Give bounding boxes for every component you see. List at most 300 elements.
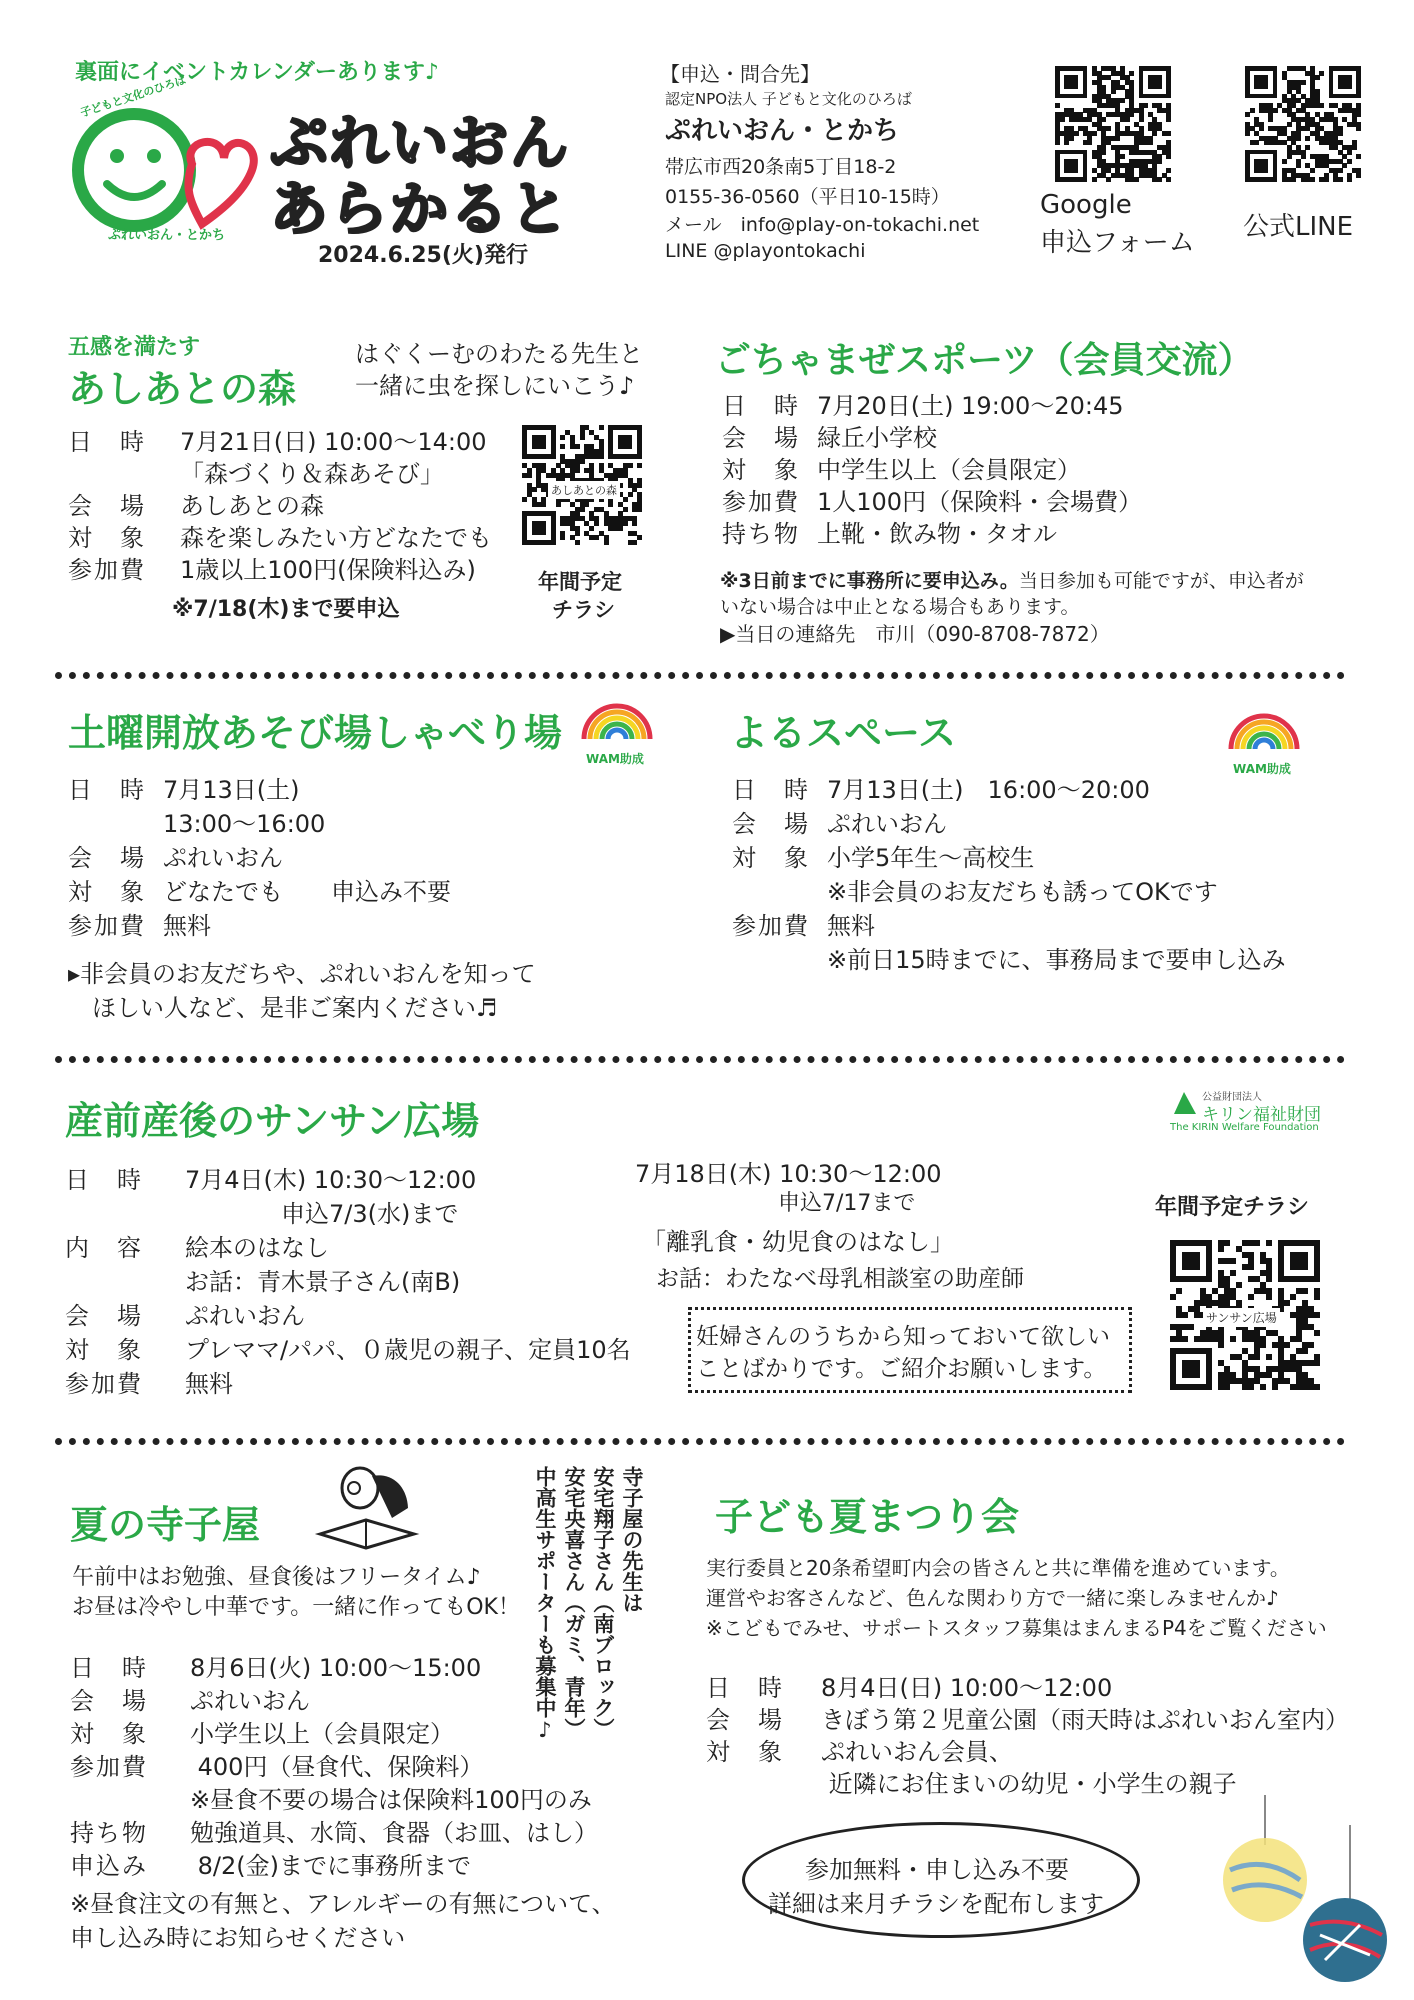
ashiato-desc-1: はぐくーむのわたる先生と	[355, 340, 643, 368]
matsuri-intro-3: ※こどもでみせ、サポートスタッフ募集はまんまるP4をご覧ください	[706, 1616, 1327, 1640]
saturday-row-value: 7月13日(土)	[163, 776, 300, 804]
sansan-title: 産前産後のサンサン広場	[65, 1099, 480, 1143]
qr-module	[556, 502, 561, 507]
sansan-row-label: 日 時	[65, 1166, 143, 1194]
gocha-row	[722, 514, 1057, 549]
qr-module	[1268, 117, 1273, 122]
qr-module	[541, 502, 546, 507]
terakoya-row-label: 持ち物	[70, 1819, 148, 1847]
qr-module	[1296, 136, 1301, 141]
vertical-line-3: 安宅央喜さん（ガミ、青年）	[562, 1466, 586, 1739]
qr-module	[1170, 1294, 1176, 1300]
contact-mail[interactable]: メール info@play-on-tokachi.net	[665, 214, 980, 236]
sansan-row-value: 無料	[185, 1370, 233, 1398]
qr-module	[1106, 177, 1111, 182]
terakoya-row-value: 400円（昼食代、保険料）	[190, 1753, 484, 1781]
matsuri-title: 子ども夏まつり会	[715, 1495, 1020, 1539]
qr-module	[1157, 177, 1162, 182]
qr-module	[628, 492, 633, 497]
terakoya-row	[70, 1714, 454, 1749]
qr-module	[575, 531, 580, 536]
sansan-row-label: 会 場	[65, 1302, 143, 1330]
qr-module	[527, 473, 532, 478]
terakoya-row-value: 8/2(金)までに事務所まで	[190, 1852, 471, 1880]
qr-module	[1230, 1258, 1236, 1264]
qr-module	[1166, 117, 1171, 122]
ashiato-desc-2: 一緒に虫を探しにいこう♪	[355, 372, 635, 400]
qr-module	[1315, 75, 1320, 80]
qr-finder	[1064, 75, 1078, 89]
qr-module	[618, 526, 623, 531]
ashiato-row-label: 参加費	[68, 556, 146, 584]
qr-module	[1302, 1348, 1308, 1354]
vertical-line-2: 安宅翔子さん（南ブロック）	[591, 1466, 615, 1739]
qr-module	[580, 435, 585, 440]
qr-module	[637, 535, 642, 540]
gocha-row-label: 参加費	[722, 488, 800, 516]
kirin-small: 公益財団法人	[1202, 1092, 1262, 1103]
saturday-row-label: 会 場	[68, 844, 146, 872]
gocha-row-label: 対 象	[722, 456, 800, 484]
terakoya-row-label: 日 時	[70, 1654, 148, 1682]
qr-module	[1139, 117, 1144, 122]
qr-module	[637, 483, 642, 488]
sansan-row	[65, 1296, 305, 1331]
matsuri-row	[706, 1668, 1112, 1703]
qr-finder	[1254, 159, 1268, 173]
qr-module	[584, 502, 589, 507]
matsuri-oval-line-1: 参加無料・申し込み不要	[805, 1856, 1069, 1884]
qr-module	[1254, 1240, 1260, 1246]
qr-module	[1106, 126, 1111, 131]
qr-module	[1166, 168, 1171, 173]
sansan-row-value: お話：青木景子さん(南B)	[185, 1268, 461, 1296]
qr-module	[632, 540, 637, 545]
qr-module	[1157, 159, 1162, 164]
qr-module	[623, 497, 628, 502]
sansan-row-label: 参加費	[65, 1370, 143, 1398]
qr-finder	[532, 435, 546, 449]
sansan-second-date: 7月18日(木) 10:30～12:00	[635, 1160, 942, 1188]
saturday-row	[68, 872, 451, 907]
qr-module	[1115, 136, 1120, 141]
yoru-row-value: ぷれいおん	[827, 810, 947, 838]
terakoya-note-2: 申し込み時にお知らせください	[70, 1924, 406, 1952]
yoru-row-label: 会 場	[732, 810, 810, 838]
qr-module	[1314, 1384, 1320, 1390]
qr-module	[1356, 173, 1361, 178]
contact-org: ぷれいおん・とかち	[665, 116, 900, 146]
terakoya-row	[70, 1648, 481, 1683]
qr-module	[632, 521, 637, 526]
qr-module	[1319, 71, 1324, 76]
gocha-note-3: ▶当日の連絡先 市川（090-8708-7872）	[720, 622, 1110, 646]
qr-finder	[1254, 75, 1268, 89]
qr-finder	[1290, 1252, 1308, 1270]
yoru-row-value: 無料	[827, 912, 875, 940]
yoru-row	[732, 838, 1034, 873]
qr-module	[1272, 1384, 1278, 1390]
qr-module	[1338, 131, 1343, 136]
saturday-title: 土曜開放あそび場しゃべり場	[68, 711, 563, 755]
qr-module	[1254, 140, 1259, 145]
terakoya-vertical-note	[528, 1466, 646, 1756]
qr-module	[575, 468, 580, 473]
saturday-row-label: 対 象	[68, 878, 146, 906]
qr-module	[628, 463, 633, 468]
saturday-row-value: ぷれいおん	[163, 844, 283, 872]
sansan-qr-title: 年間予定チラシ	[1155, 1195, 1310, 1220]
qr-module	[1224, 1384, 1230, 1390]
terakoya-row-value: ぷれいおん	[190, 1687, 310, 1715]
qr-module	[1248, 1294, 1254, 1300]
yoyo-balloon-icon	[1210, 1785, 1400, 1985]
qr-module	[623, 521, 628, 526]
yoru-row-value: ※非会員のお友だちも誘ってOKです	[827, 878, 1218, 906]
qr-module	[1148, 140, 1153, 145]
matsuri-row-value: 8月4日(日) 10:00～12:00	[821, 1674, 1113, 1702]
ashiato-row	[68, 454, 444, 489]
qr-module	[1338, 168, 1343, 173]
qr-module	[1087, 140, 1092, 145]
yoru-row-label: 対 象	[732, 844, 810, 872]
saturday-row-value: 13:00～16:00	[163, 810, 326, 838]
saturday-row-value: 無料	[163, 912, 211, 940]
sansan-row	[65, 1160, 476, 1195]
yoru-row	[732, 872, 1218, 907]
qr-module	[1338, 177, 1343, 182]
qr-module	[1266, 1294, 1272, 1300]
qr-module	[1129, 71, 1134, 76]
matsuri-row-value: 近隣にお住まいの幼児・小学生の親子	[821, 1770, 1237, 1798]
terakoya-row	[70, 1846, 471, 1881]
gocha-row-value: 中学生以上（会員限定）	[817, 456, 1081, 484]
back-note: 裏面にイベントカレンダーあります♪	[75, 60, 439, 85]
qr-module	[1092, 177, 1097, 182]
newsletter-title-2: あらかると	[270, 175, 571, 243]
qr-module	[1347, 159, 1352, 164]
qr-module	[580, 507, 585, 512]
qr-module	[1176, 1288, 1182, 1294]
ashiato-row	[68, 550, 476, 585]
qr-module	[604, 540, 609, 545]
qr-module	[1224, 1240, 1230, 1246]
line-qr-icon[interactable]	[1245, 66, 1361, 182]
matsuri-row-label: 会 場	[706, 1706, 784, 1734]
qr-module	[1314, 1360, 1320, 1366]
gocha-note-rest: 当日参加も可能ですが、申込者が	[1018, 570, 1304, 592]
qr-module	[1125, 117, 1130, 122]
saturday-row	[68, 804, 325, 839]
yoru-row-value: ※前日15時までに、事務局まで要申し込み	[827, 946, 1286, 974]
gocha-row-value: 1人100円（保険料・会場費）	[817, 488, 1143, 516]
ashiato-deadline: ※7/18(木)まで要申込	[172, 597, 400, 622]
qr-module	[623, 507, 628, 512]
qr-module	[1259, 126, 1264, 131]
yoru-row-value: 小学5年生～高校生	[827, 844, 1035, 872]
qr-module	[1101, 117, 1106, 122]
ashiato-qr-label-1: 年間予定	[538, 570, 622, 594]
qr-module	[1352, 145, 1357, 150]
newsletter-title-1: ぷれいおん	[270, 109, 571, 177]
terakoya-row-label: 参加費	[70, 1753, 148, 1781]
reading-person-icon	[312, 1462, 422, 1552]
saturday-wam: WAM助成	[586, 752, 644, 766]
qr-module	[589, 526, 594, 531]
matsuri-intro-1: 実行委員と20条希望町内会の皆さんと共に準備を進めています。	[706, 1556, 1290, 1580]
matsuri-row	[706, 1764, 1237, 1799]
qr-module	[1342, 163, 1347, 168]
qr-module	[1188, 1324, 1194, 1330]
qr-finder	[1338, 75, 1352, 89]
sansan-second-deadline: 申込7/17まで	[778, 1191, 916, 1216]
qr-module	[1284, 1300, 1290, 1306]
terakoya-row	[70, 1813, 598, 1848]
qr-module	[1347, 177, 1352, 182]
qr-module	[599, 425, 604, 430]
saturday-row	[68, 906, 211, 941]
sansan-row-label: 対 象	[65, 1336, 143, 1364]
contact-org-small: 認定NPO法人 子どもと文化のひろば	[665, 90, 912, 108]
qr-module	[1248, 1264, 1254, 1270]
gocha-row-label: 持ち物	[722, 520, 800, 548]
qr-module	[1064, 140, 1069, 145]
sansan-row-value: 7月4日(木) 10:30～12:00	[185, 1166, 477, 1194]
contact-line[interactable]: LINE @playontokachi	[665, 240, 866, 262]
qr-module	[1230, 1270, 1236, 1276]
qr-module	[560, 444, 565, 449]
qr-module	[1254, 1354, 1260, 1360]
qr-module	[580, 459, 585, 464]
sansan-row	[65, 1330, 631, 1365]
qr1-label-1: Google	[1040, 190, 1132, 220]
qr-module	[1291, 177, 1296, 182]
qr-module	[1347, 150, 1352, 155]
gocha-row-value: 緑丘小学校	[817, 424, 937, 452]
qr-module	[1060, 117, 1065, 122]
qr1-label-2: 申込フォーム	[1040, 228, 1195, 258]
terakoya-row-label: 会 場	[70, 1687, 148, 1715]
terakoya-note-1: ※昼食注文の有無と、アレルギーの有無について、	[70, 1890, 616, 1918]
yoru-row	[732, 940, 1286, 975]
sansan-box-line-2: ことばかりです。ご紹介お願いします。	[696, 1356, 1107, 1382]
gocha-row	[722, 418, 937, 453]
qr-module	[1120, 154, 1125, 159]
ashiato-row-label: 日 時	[68, 428, 146, 456]
gocha-row	[722, 450, 1081, 485]
qr-module	[1092, 131, 1097, 136]
saturday-row	[68, 838, 283, 873]
qr-module	[1308, 1342, 1314, 1348]
qr-module	[1250, 108, 1255, 113]
gocha-row-value: 上靴・飲み物・タオル	[817, 520, 1057, 548]
qr-finder	[1064, 159, 1078, 173]
logo-top-text: 子どもと文化のひろば	[78, 73, 188, 120]
qr-module	[1310, 177, 1315, 182]
qr-module	[1284, 1342, 1290, 1348]
terakoya-intro-1: 午前中はお勉強、昼食後はフリータイム♪	[72, 1565, 481, 1590]
logo-bottom-text: ぷれいおん・とかち	[108, 228, 226, 243]
qr-module	[1266, 1276, 1272, 1282]
ashiato-row	[68, 422, 487, 457]
qr-module	[1182, 1336, 1188, 1342]
qr-module	[575, 540, 580, 545]
qr-module	[1182, 1312, 1188, 1318]
qr-module	[1266, 1354, 1272, 1360]
qr-module	[637, 507, 642, 512]
gocha-title: ごちゃまぜスポーツ（会員交流）	[715, 340, 1254, 381]
qr-module	[1356, 154, 1361, 159]
matsuri-row-label: 日 時	[706, 1674, 784, 1702]
kirin-en: The KIRIN Welfare Foundation	[1170, 1122, 1319, 1133]
qr-finder	[1182, 1360, 1200, 1378]
qr-module	[1273, 108, 1278, 113]
matsuri-row	[706, 1700, 1349, 1735]
matsuri-row-value: きぼう第２児童公園（雨天時はぷれいおん室内）	[821, 1706, 1349, 1734]
qr-finder	[1182, 1252, 1200, 1270]
qr-module	[599, 454, 604, 459]
ashiato-sub: 五感を満たす	[68, 335, 201, 360]
sansan-row	[65, 1262, 460, 1297]
vertical-line-4: 中高生サポーターも募集中♪	[533, 1466, 557, 1742]
terakoya-row-label: 対 象	[70, 1720, 148, 1748]
qr-module	[1310, 168, 1315, 173]
sansan-row	[65, 1194, 458, 1229]
divider-3	[55, 1438, 1345, 1445]
sansan-second-speaker: お話：わたなべ母乳相談室の助産師	[656, 1266, 1024, 1292]
ashiato-row-value: あしあとの森	[180, 492, 324, 520]
gocha-note-bold: ※3日前までに事務所に要申込み。	[720, 570, 1019, 592]
qr-module	[1319, 103, 1324, 108]
saturday-row-label: 参加費	[68, 912, 146, 940]
qr-module	[560, 535, 565, 540]
gocha-row	[722, 482, 1142, 517]
ashiato-title: あしあとの森	[68, 367, 297, 411]
ashiato-row-label: 対 象	[68, 524, 146, 552]
qr-module	[1287, 122, 1292, 127]
qr-module	[1356, 112, 1361, 117]
qr-module	[637, 463, 642, 468]
qr-module	[1134, 177, 1139, 182]
gocha-row-value: 7月20日(土) 19:00～20:45	[817, 392, 1124, 420]
qr-module	[1314, 1312, 1320, 1318]
kirin-logo-icon	[1170, 1088, 1200, 1118]
google-form-qr-icon[interactable]	[1055, 66, 1171, 182]
terakoya-row-value: 8月6日(火) 10:00～15:00	[190, 1654, 482, 1682]
terakoya-row-label: 申込み	[70, 1852, 148, 1880]
qr-module	[1260, 1384, 1266, 1390]
ashiato-row-value: 7月21日(日) 10:00～14:00	[180, 428, 487, 456]
qr-module	[1260, 1342, 1266, 1348]
yoru-row-value: 7月13日(土) 16:00～20:00	[827, 776, 1150, 804]
gocha-note-1	[720, 566, 1304, 593]
qr-module	[594, 521, 599, 526]
matsuri-intro-2: 運営やお客さんなど、色んな関わり方で一緒に楽しみませんか♪	[706, 1586, 1279, 1610]
sansan-second-topic: 「離乳食・幼児食のはなし」	[642, 1228, 954, 1256]
qr-module	[1055, 103, 1060, 108]
yoru-wam: WAM助成	[1233, 762, 1291, 776]
terakoya-row-value: 小学生以上（会員限定）	[190, 1720, 454, 1748]
qr-module	[608, 502, 613, 507]
kirin-name: キリン福祉財団	[1202, 1105, 1321, 1125]
ashiato-qr-caption: あしあとの森	[548, 481, 620, 499]
qr-module	[1069, 136, 1074, 141]
ashiato-qr-label-2: チラシ	[552, 598, 615, 622]
matsuri-row	[706, 1732, 1013, 1767]
matsuri-row-label: 対 象	[706, 1738, 784, 1766]
sansan-box-line-1: 妊婦さんのうちから知っておいて欲しい	[696, 1324, 1110, 1350]
qr2-label: 公式LINE	[1243, 212, 1354, 242]
qr-module	[1266, 1240, 1272, 1246]
sansan-row-label: 内 容	[65, 1234, 143, 1262]
qr-module	[1248, 1384, 1254, 1390]
yoru-title: よるスペース	[730, 711, 957, 755]
qr-module	[532, 487, 537, 492]
qr-module	[594, 535, 599, 540]
qr-module	[1129, 112, 1134, 117]
qr-module	[1218, 1342, 1224, 1348]
sansan-row-value: プレママ/パパ、０歳児の親子、定員10名	[185, 1336, 631, 1364]
yoru-row	[732, 770, 1150, 805]
yoru-row	[732, 804, 947, 839]
contact-address: 帯広市西20条南5丁目18-2	[665, 156, 897, 178]
ashiato-row-value: 1歳以上100円(保険料込み)	[180, 556, 476, 584]
gocha-row	[722, 386, 1124, 421]
ashiato-row-value: 森を楽しみたい方どなたでも	[180, 524, 492, 552]
divider-2	[55, 1056, 1345, 1063]
terakoya-title: 夏の寺子屋	[70, 1503, 261, 1547]
contact-heading: 【申込・問合先】	[660, 62, 820, 86]
terakoya-row-value: ※昼食不要の場合は保険料100円のみ	[190, 1786, 592, 1814]
qr-module	[1282, 159, 1287, 164]
qr-module	[1245, 112, 1250, 117]
qr-module	[522, 497, 527, 502]
sansan-qr-caption: サンサン広場	[1203, 1308, 1280, 1327]
saturday-note-2: ほしい人など、是非ご案内ください♬	[92, 994, 498, 1022]
qr-module	[1296, 163, 1301, 168]
ashiato-row-label: 会 場	[68, 492, 146, 520]
matsuri-oval-line-2: 詳細は来月チラシを配布します	[768, 1890, 1104, 1918]
terakoya-row	[70, 1681, 310, 1716]
qr-module	[1287, 154, 1292, 159]
yoru-row	[732, 906, 875, 941]
qr-module	[1290, 1294, 1296, 1300]
qr-module	[1166, 177, 1171, 182]
qr-module	[1218, 1246, 1224, 1252]
matsuri-row-value: ぷれいおん会員、	[821, 1738, 1013, 1766]
qr-module	[1305, 136, 1310, 141]
issue-date: 2024.6.25(火)発行	[318, 243, 528, 268]
ashiato-row	[68, 486, 324, 521]
qr-module	[1305, 145, 1310, 150]
qr-module	[1111, 89, 1116, 94]
gocha-note-2: いない場合は中止となる場合もあります。	[720, 596, 1080, 618]
terakoya-row	[70, 1747, 483, 1782]
qr-module	[1166, 131, 1171, 136]
qr-module	[1166, 154, 1171, 159]
yoru-row-label: 日 時	[732, 776, 810, 804]
qr-finder	[1148, 75, 1162, 89]
divider-1	[55, 672, 1345, 679]
qr-finder	[532, 521, 546, 535]
saturday-row-value: どなたでも 申込み不要	[163, 878, 451, 906]
qr-module	[1302, 1288, 1308, 1294]
qr-module	[1074, 131, 1079, 136]
qr-module	[1230, 1336, 1236, 1342]
qr-module	[1301, 80, 1306, 85]
gocha-row-label: 日 時	[722, 392, 800, 420]
saturday-note-1: ▸非会員のお友だちや、ぷれいおんを知って	[68, 960, 536, 988]
